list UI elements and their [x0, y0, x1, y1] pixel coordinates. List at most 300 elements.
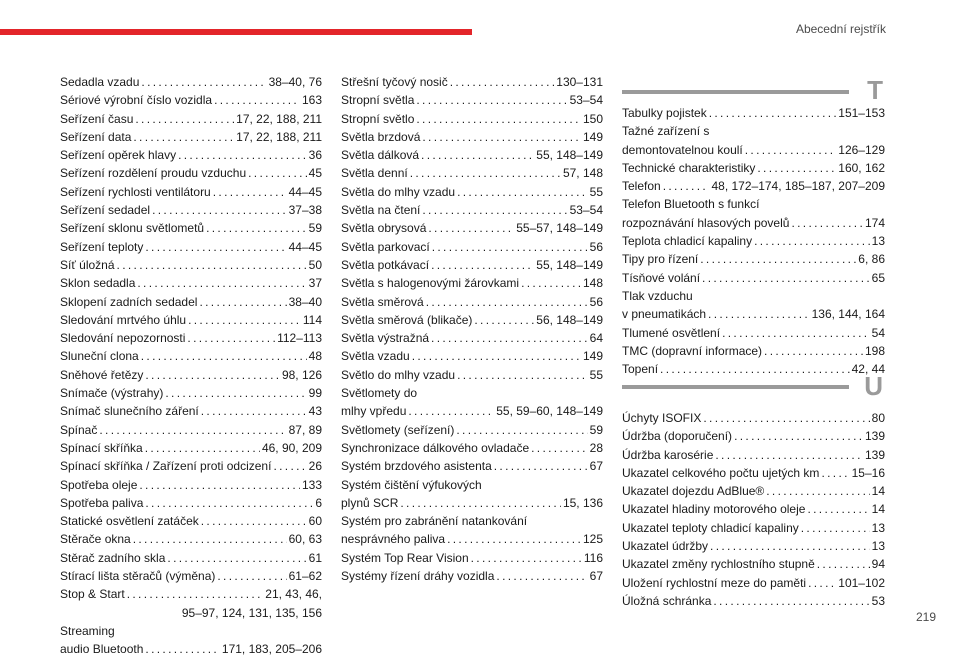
index-entry	[622, 360, 885, 378]
index-entry	[622, 500, 885, 518]
index-entry	[622, 409, 885, 427]
dot-leader	[531, 439, 588, 457]
index-entry-heading: Systém čištění výfukových	[341, 477, 482, 492]
index-entry-term: Světlo do mlhy vzadu	[341, 367, 456, 382]
index-entry	[341, 329, 603, 347]
index-entry	[60, 585, 322, 603]
index-entry	[60, 494, 322, 512]
index-entry-pages: 37	[308, 276, 322, 291]
index-entry-term: Tipy pro řízení	[622, 252, 699, 267]
dot-leader	[422, 128, 581, 146]
index-entry	[60, 311, 322, 329]
index-entry-term: Systémy řízení dráhy vozidla	[341, 569, 495, 584]
dot-leader	[137, 274, 306, 292]
index-entry-pages: 53	[871, 593, 885, 608]
dot-leader	[702, 269, 870, 287]
index-entry-pages: 174	[864, 215, 885, 230]
index-entry-term: Seřízení data	[60, 129, 132, 144]
index-entry	[60, 530, 322, 548]
section-divider	[622, 90, 849, 94]
dot-leader	[133, 128, 234, 146]
index-entry-term: Světla výstražná	[341, 331, 430, 346]
index-entry-term: Sériové výrobní číslo vozidla	[60, 93, 213, 108]
index-entry-pages: 67	[589, 569, 603, 584]
dot-leader	[471, 549, 582, 567]
index-entry	[60, 640, 322, 658]
index-entry	[622, 537, 885, 555]
index-entry-term: Stěrače okna	[60, 532, 131, 547]
index-entry	[60, 128, 322, 146]
index-entry-pages: 114	[302, 312, 322, 327]
index-entry	[622, 305, 885, 323]
index-entry	[341, 567, 603, 585]
section-divider	[622, 385, 849, 389]
index-entry-term: Seřízení opěrek hlavy	[60, 148, 177, 163]
index-entry-pages: 133	[301, 477, 322, 492]
index-entry	[60, 347, 322, 365]
dot-leader	[188, 311, 301, 329]
index-entry	[60, 439, 322, 457]
index-entry	[341, 549, 603, 567]
index-entry-pages: 55, 59–60, 148–149	[496, 404, 603, 419]
index-entry-term: Spínací skříňka	[60, 440, 143, 455]
index-entry-pages: 53–54	[569, 203, 603, 218]
index-entry-heading: Tlak vzduchu	[622, 288, 693, 303]
dot-leader	[431, 256, 534, 274]
index-entry-pages: 42, 44	[851, 362, 885, 377]
dot-leader	[447, 530, 581, 548]
index-entry-term: Seřízení rozdělení proudu vzduchu	[60, 166, 247, 181]
index-entry	[341, 457, 603, 475]
index-entry	[60, 201, 322, 219]
index-entry	[622, 519, 885, 537]
dot-leader	[145, 366, 280, 384]
dot-leader	[757, 159, 836, 177]
dot-leader	[450, 73, 555, 91]
index-entry	[341, 183, 603, 201]
index-entry-term: Úchyty ISOFIX	[622, 411, 702, 425]
index-entry-pages: 6	[315, 495, 322, 510]
index-entry	[622, 269, 885, 287]
index-entry-term: Údržba (doporučení)	[622, 429, 733, 444]
dot-leader	[745, 141, 837, 159]
index-entry-term: Sluneční clona	[60, 349, 139, 364]
index-entry-term: Sledování nepozornosti	[60, 331, 186, 346]
index-entry-term: Seřízení sedadel	[60, 203, 151, 218]
index-entry-pages: 149	[582, 349, 603, 364]
index-entry	[341, 164, 603, 182]
index-entry-term: Spotřeba oleje	[60, 477, 138, 492]
index-entry-term: Světla na čtení	[341, 203, 421, 218]
dot-leader	[710, 537, 870, 555]
dot-leader	[474, 311, 534, 329]
dot-leader	[141, 347, 307, 365]
section-letter: U	[864, 371, 883, 401]
index-entry-pages: 65	[871, 270, 885, 285]
index-entry	[60, 274, 322, 292]
dot-leader	[127, 585, 264, 603]
dot-leader	[217, 567, 286, 585]
index-entry	[341, 128, 603, 146]
index-entry-term: mlhy vpředu	[341, 404, 407, 419]
dot-leader	[206, 219, 307, 237]
index-entry-pages: 98, 126	[281, 367, 322, 382]
index-entry-term: Tísňové volání	[622, 270, 701, 285]
index-entry-pages: 57, 148	[562, 166, 603, 181]
index-entry	[622, 232, 885, 250]
index-column-2	[341, 73, 603, 585]
index-entry-term: Síť úložná	[60, 257, 115, 272]
dot-leader	[703, 409, 869, 427]
index-entry-term: Spínací skříňka / Zařízení proti odcizení	[60, 459, 272, 474]
index-entry-pages: 160, 162	[838, 160, 885, 175]
index-entry-term: Úložná schránka	[622, 593, 712, 608]
dot-leader	[199, 293, 286, 311]
index-entry-term: Tabulky pojistek	[622, 106, 707, 120]
index-entry	[341, 311, 603, 329]
dot-leader	[700, 250, 856, 268]
index-entry-pages: 15–16	[851, 465, 885, 480]
dot-leader	[715, 446, 863, 464]
index-entry-pages: 64	[589, 331, 603, 346]
index-entry-term: rozpoznávání hlasových povelů	[622, 215, 790, 230]
index-entry-term: Seřízení sklonu světlometů	[60, 221, 205, 236]
index-entry-term: Topení	[622, 362, 659, 377]
index-entry-term: Střešní tyčový nosič	[341, 75, 448, 89]
index-entry-term: Světla brzdová	[341, 129, 421, 144]
index-entry-pages: 59	[589, 422, 603, 437]
index-entry-pages: 61	[308, 550, 322, 565]
dot-leader	[412, 347, 581, 365]
dot-leader	[135, 110, 234, 128]
index-entry-pages: 46, 90, 209	[261, 440, 322, 455]
index-entry	[341, 530, 603, 548]
index-entry-term: Světla potkávací	[341, 257, 430, 272]
index-entry	[60, 91, 322, 109]
index-entry	[622, 250, 885, 268]
dot-leader	[521, 274, 581, 292]
dot-leader	[496, 567, 587, 585]
index-entry-pages: 130–131	[556, 75, 603, 89]
index-entry-pages: 60	[308, 514, 322, 529]
dot-leader	[456, 421, 587, 439]
index-entry	[341, 347, 603, 365]
dot-leader	[457, 366, 588, 384]
index-entry-pages: 55, 148–149	[536, 257, 603, 272]
index-entry	[60, 549, 322, 567]
index-entry-term: Snímač slunečního záření	[60, 404, 199, 419]
index-entry-pages: 171, 183, 205–206	[221, 642, 322, 657]
index-entry	[622, 555, 885, 573]
index-entry	[60, 73, 322, 91]
dot-leader	[201, 402, 307, 420]
dot-leader	[167, 549, 306, 567]
index-entry	[60, 219, 322, 237]
dot-leader	[410, 164, 561, 182]
index-entry-term: Světla směrová (blikače)	[341, 312, 473, 327]
index-entry	[60, 256, 322, 274]
index-entry-term: Stropní světla	[341, 93, 415, 108]
index-entry-pages: 112–113	[277, 331, 322, 346]
index-entry-term: Stěrač zadního skla	[60, 550, 166, 565]
index-entry-pages: 80	[871, 411, 885, 425]
index-entry-pages: 87, 89	[288, 422, 322, 437]
index-entry	[622, 159, 885, 177]
index-entry-term: Světla obrysová	[341, 221, 427, 236]
dot-leader	[117, 256, 307, 274]
index-entry	[341, 366, 603, 384]
index-entry-pages: 56, 148–149	[536, 312, 603, 327]
index-entry	[60, 457, 322, 475]
index-entry-pages: 60, 63	[288, 532, 322, 547]
index-entry-term: Seřízení teploty	[60, 239, 144, 254]
dot-leader	[187, 329, 275, 347]
index-entry-term: Uložení rychlostní meze do paměti	[622, 575, 807, 590]
index-entry-term: Spínač	[60, 422, 98, 437]
index-entry-term: Technické charakteristiky	[622, 160, 756, 175]
dot-leader	[708, 305, 810, 323]
index-entry	[341, 256, 603, 274]
index-entry-pages: 6, 86	[858, 252, 885, 267]
index-entry	[622, 141, 885, 159]
index-entry-pages: 37–38	[288, 203, 322, 218]
index-entry-term: Světla do mlhy vzadu	[341, 184, 456, 199]
index-entry-term: TMC (dopravní informace)	[622, 343, 763, 358]
index-entry-pages: 13	[871, 539, 885, 554]
index-entry-pages: 48	[308, 349, 322, 364]
dot-leader	[145, 494, 313, 512]
index-entry-pages: 14	[871, 484, 885, 499]
index-entry	[341, 73, 603, 91]
index-entry-pages: 44–45	[288, 184, 322, 199]
index-entry-term: Stírací lišta stěračů (výměna)	[60, 569, 216, 584]
dot-leader	[145, 238, 286, 256]
dot-leader	[426, 293, 588, 311]
index-entry	[60, 402, 322, 420]
index-entry-term: Seřízení rychlosti ventilátoru	[60, 184, 211, 199]
index-entry-heading: Tažné zařízení s	[622, 124, 710, 139]
index-entry	[60, 238, 322, 256]
dot-leader	[817, 555, 870, 573]
page-header-title: Abecední rejstřík	[795, 22, 886, 36]
index-entry-term: Ukazatel teploty chladicí kapaliny	[622, 520, 799, 535]
index-entry-pages: 13	[871, 234, 885, 249]
dot-leader	[431, 329, 588, 347]
index-entry-pages: 151–153	[838, 106, 885, 120]
dot-leader	[663, 177, 710, 195]
index-entry-pages: 17, 22, 188, 211	[236, 129, 322, 144]
index-entry	[622, 342, 885, 360]
index-entry-pages: 148	[582, 276, 603, 291]
index-entry	[622, 574, 885, 592]
index-entry-term: demontovatelnou koulí	[622, 142, 743, 157]
index-entry	[622, 427, 885, 445]
index-entry-pages-continued: 95–97, 124, 131, 135, 156	[181, 605, 322, 620]
index-entry-term: Systém Top Rear Vision	[341, 550, 469, 565]
index-entry	[60, 567, 322, 585]
index-entry	[341, 274, 603, 292]
index-entry-term: Světla vzadu	[341, 349, 410, 364]
index-entry	[60, 366, 322, 384]
index-entry-term: Systém brzdového asistenta	[341, 459, 492, 474]
index-column-1	[60, 73, 322, 659]
index-entry-pages: 53–54	[569, 93, 603, 108]
index-entry-pages: 126–129	[838, 142, 885, 157]
index-entry	[622, 446, 885, 464]
index-entry	[622, 214, 885, 232]
dot-leader	[660, 360, 850, 378]
dot-leader	[248, 164, 307, 182]
index-entry	[622, 177, 885, 195]
index-entry-term: Stop & Start	[60, 587, 125, 602]
index-entry-pages: 61–62	[288, 569, 322, 584]
dot-leader	[416, 91, 567, 109]
index-entry	[60, 183, 322, 201]
dot-leader	[494, 457, 588, 475]
dot-leader	[457, 183, 588, 201]
section-letter: T	[867, 75, 883, 105]
index-entry	[622, 464, 885, 482]
index-entry	[60, 164, 322, 182]
index-entry-pages: 36	[308, 148, 322, 163]
index-entry-term: Světla směrová	[341, 294, 424, 309]
index-entry	[341, 494, 603, 512]
index-entry-pages: 149	[582, 129, 603, 144]
index-entry-term: Ukazatel údržby	[622, 539, 709, 554]
dot-leader	[201, 512, 307, 530]
dot-leader	[400, 494, 561, 512]
dot-leader	[766, 482, 869, 500]
index-entry	[341, 146, 603, 164]
index-entry-pages: 125	[582, 532, 603, 547]
dot-leader	[801, 519, 870, 537]
index-entry-pages: 99	[308, 386, 322, 401]
dot-leader	[428, 219, 514, 237]
index-entry	[60, 146, 322, 164]
index-entry-pages: 94	[871, 557, 885, 572]
section-u-entries	[622, 409, 885, 610]
index-entry-pages: 28	[589, 440, 603, 455]
dot-leader	[213, 183, 287, 201]
index-entry	[341, 421, 603, 439]
index-entry	[60, 293, 322, 311]
index-entry-pages: 67	[589, 459, 603, 474]
index-entry-term: Snímače (výstrahy)	[60, 386, 164, 401]
dot-leader	[133, 530, 287, 548]
dot-leader	[165, 384, 306, 402]
index-entry-term: Světlomety (seřízení)	[341, 422, 455, 437]
index-entry-pages: 163	[301, 93, 322, 108]
index-entry-term: Sklon sedadla	[60, 276, 136, 291]
index-entry-term: Seřízení času	[60, 111, 134, 126]
dot-leader	[214, 91, 300, 109]
index-entry-pages: 55, 148–149	[536, 148, 603, 163]
index-entry-pages: 38–40, 76	[268, 75, 322, 89]
dot-leader	[178, 146, 307, 164]
index-entry-term: Ukazatel dojezdu AdBlue®	[622, 484, 765, 499]
index-entry-pages: 150	[582, 111, 603, 126]
index-entry	[341, 201, 603, 219]
index-entry-pages: 139	[864, 429, 885, 444]
dot-leader	[807, 500, 869, 518]
dot-leader	[808, 574, 836, 592]
dot-leader	[273, 457, 306, 475]
index-entry-pages: 13	[871, 520, 885, 535]
dot-leader	[408, 402, 494, 420]
index-entry-pages: 48, 172–174, 185–187, 207–209	[711, 179, 885, 194]
page-number: 219	[915, 610, 936, 624]
dot-leader	[416, 110, 581, 128]
index-entry-term: Světla parkovací	[341, 239, 430, 254]
index-entry-term: Tlumené osvětlení	[622, 325, 721, 340]
index-entry-heading: Streaming	[60, 623, 115, 638]
dot-leader	[722, 324, 870, 342]
index-entry-pages: 55–57, 148–149	[516, 221, 603, 236]
index-entry-pages: 101–102	[838, 575, 885, 590]
index-entry-term: Ukazatel změny rychlostního stupně	[622, 557, 815, 572]
section-t-entries	[622, 104, 885, 378]
index-entry-term: Ukazatel celkového počtu ujetých km	[622, 465, 820, 480]
index-entry	[341, 402, 603, 420]
dot-leader	[709, 104, 837, 122]
index-entry-pages: 55	[589, 184, 603, 199]
dot-leader	[713, 592, 869, 610]
index-entry-term: audio Bluetooth	[60, 642, 144, 657]
index-entry-term: Světla s halogenovými žárovkami	[341, 276, 520, 291]
index-entry-term: plynů SCR	[341, 495, 399, 510]
index-entry-term: Ukazatel hladiny motorového oleje	[622, 502, 806, 517]
index-entry-pages: 14	[871, 502, 885, 517]
index-entry-pages: 15, 136	[562, 495, 603, 510]
index-entry-pages: 50	[308, 257, 322, 272]
dot-leader	[139, 476, 300, 494]
index-entry-term: Synchronizace dálkového ovladače	[341, 440, 530, 455]
dot-leader	[791, 214, 863, 232]
index-entry-pages: 21, 43, 46,	[265, 587, 322, 602]
index-entry	[341, 110, 603, 128]
index-entry-pages: 198	[864, 343, 885, 358]
index-entry-pages: 136, 144, 164	[811, 307, 885, 322]
index-entry-pages: 45	[308, 166, 322, 181]
dot-leader	[99, 421, 286, 439]
index-entry-pages: 56	[589, 294, 603, 309]
index-entry	[341, 238, 603, 256]
index-entry-term: Stropní světlo	[341, 111, 415, 126]
index-entry-term: Telefon	[622, 179, 661, 194]
index-entry-pages: 55	[589, 367, 603, 382]
index-entry	[60, 512, 322, 530]
dot-leader	[152, 201, 287, 219]
index-entry-term: Sedadla vzadu	[60, 75, 140, 89]
index-entry	[622, 104, 885, 122]
index-entry-pages: 43	[308, 404, 322, 419]
index-entry	[622, 482, 885, 500]
index-entry	[60, 476, 322, 494]
index-entry-pages: 26	[308, 459, 322, 474]
dot-leader	[734, 427, 863, 445]
index-entry-pages: 54	[871, 325, 885, 340]
dot-leader	[145, 640, 219, 658]
index-entry-pages: 139	[864, 447, 885, 462]
index-entry-term: Světla dálková	[341, 148, 420, 163]
index-entry-term: Sklopení zadních sedadel	[60, 294, 198, 309]
index-entry-term: Sněhové řetězy	[60, 367, 144, 382]
index-entry	[622, 592, 885, 610]
index-entry	[341, 439, 603, 457]
index-entry-term: nesprávného paliva	[341, 532, 446, 547]
index-entry-term: Spotřeba paliva	[60, 495, 144, 510]
index-entry-term: Údržba karosérie	[622, 447, 714, 462]
